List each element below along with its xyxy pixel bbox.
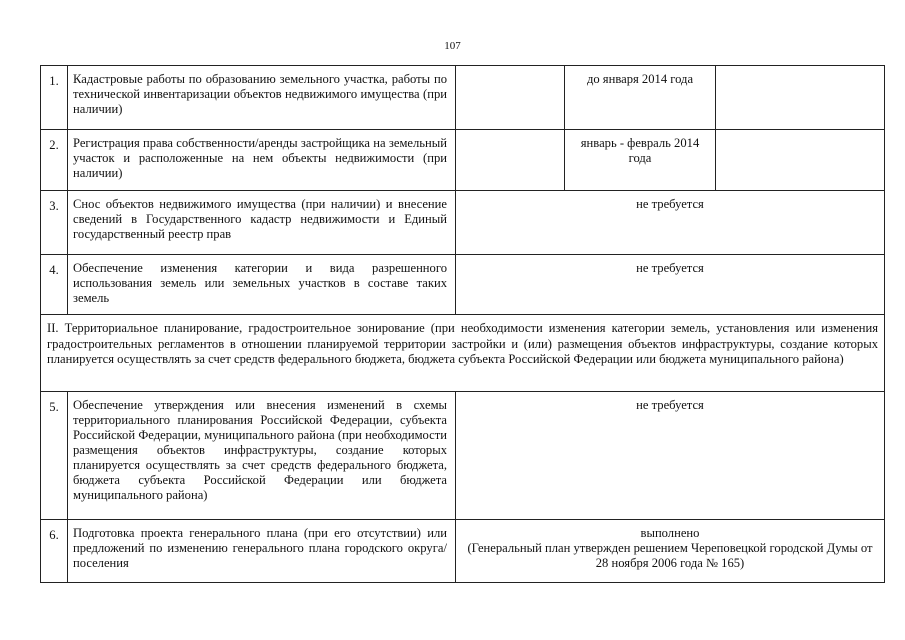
- row-description: Регистрация права собственности/аренды застройщика на земельный участок и расположенные на нем объекты недвижимости (при наличии): [68, 130, 456, 191]
- row-number: 2.: [41, 130, 68, 191]
- row-deadline: январь - февраль 2014 года: [565, 130, 716, 191]
- empty-cell: [716, 66, 885, 130]
- row-status: не требуется: [456, 191, 885, 255]
- row-number: 3.: [41, 191, 68, 255]
- row-status: не требуется: [456, 255, 885, 315]
- row-status-cell: [456, 520, 885, 583]
- empty-cell: [456, 130, 565, 191]
- row-number: 5.: [41, 392, 68, 520]
- row-status-note: (Генеральный план утвержден решением Череповецкой городской Думы от 28 ноября 2006 года № 165): [467, 541, 873, 570]
- row-number: 1.: [41, 66, 68, 130]
- table-row: [41, 520, 885, 583]
- plan-table: [40, 65, 885, 583]
- table-row: [41, 392, 885, 520]
- table-row: [41, 191, 885, 255]
- section-row: [41, 315, 885, 392]
- row-number: 4.: [41, 255, 68, 315]
- table-row: [41, 130, 885, 191]
- empty-cell: [716, 130, 885, 191]
- table-row: [41, 255, 885, 315]
- section-heading: II. Территориальное планирование, градостроительное зонирование (при необходимости изменения категории земель, установления или изменения градостроительных регламентов в отношении планируемой территории застройки и (или) размещения объектов инфраструктуры, создание которых планируется осуществлять за счет средств федерального бюджета, бюджета субъекта Российской Федерации или бюджета муниципального района): [41, 315, 885, 392]
- row-deadline: до января 2014 года: [565, 66, 716, 130]
- row-description: Подготовка проекта генерального плана (при его отсутствии) или предложений по изменению генерального плана городского округа/поселения: [68, 520, 456, 583]
- row-status: выполнено: [640, 526, 700, 540]
- page-number: 107: [444, 40, 461, 52]
- table-row: [41, 66, 885, 130]
- row-description: Кадастровые работы по образованию земельного участка, работы по технической инвентаризации объектов недвижимого имущества (при наличии): [68, 66, 456, 130]
- row-number: 6.: [41, 520, 68, 583]
- row-description: Обеспечение изменения категории и вида разрешенного использования земель или земельных участков в составе таких земель: [68, 255, 456, 315]
- row-description: Снос объектов недвижимого имущества (при наличии) и внесение сведений в Государственного кадастр недвижимости и Единый государственный реестр прав: [68, 191, 456, 255]
- empty-cell: [456, 66, 565, 130]
- row-status: не требуется: [456, 392, 885, 520]
- row-description: Обеспечение утверждения или внесения изменений в схемы территориального планирования Российской Федерации, субъекта Российской Федерации, муниципального района (при необходимости размещения объектов инфраструктуры, создание которых планируется осуществлять за счет средств федерального бюджета, бюджета субъекта Российской Федерации или бюджета муниципального района): [68, 392, 456, 520]
